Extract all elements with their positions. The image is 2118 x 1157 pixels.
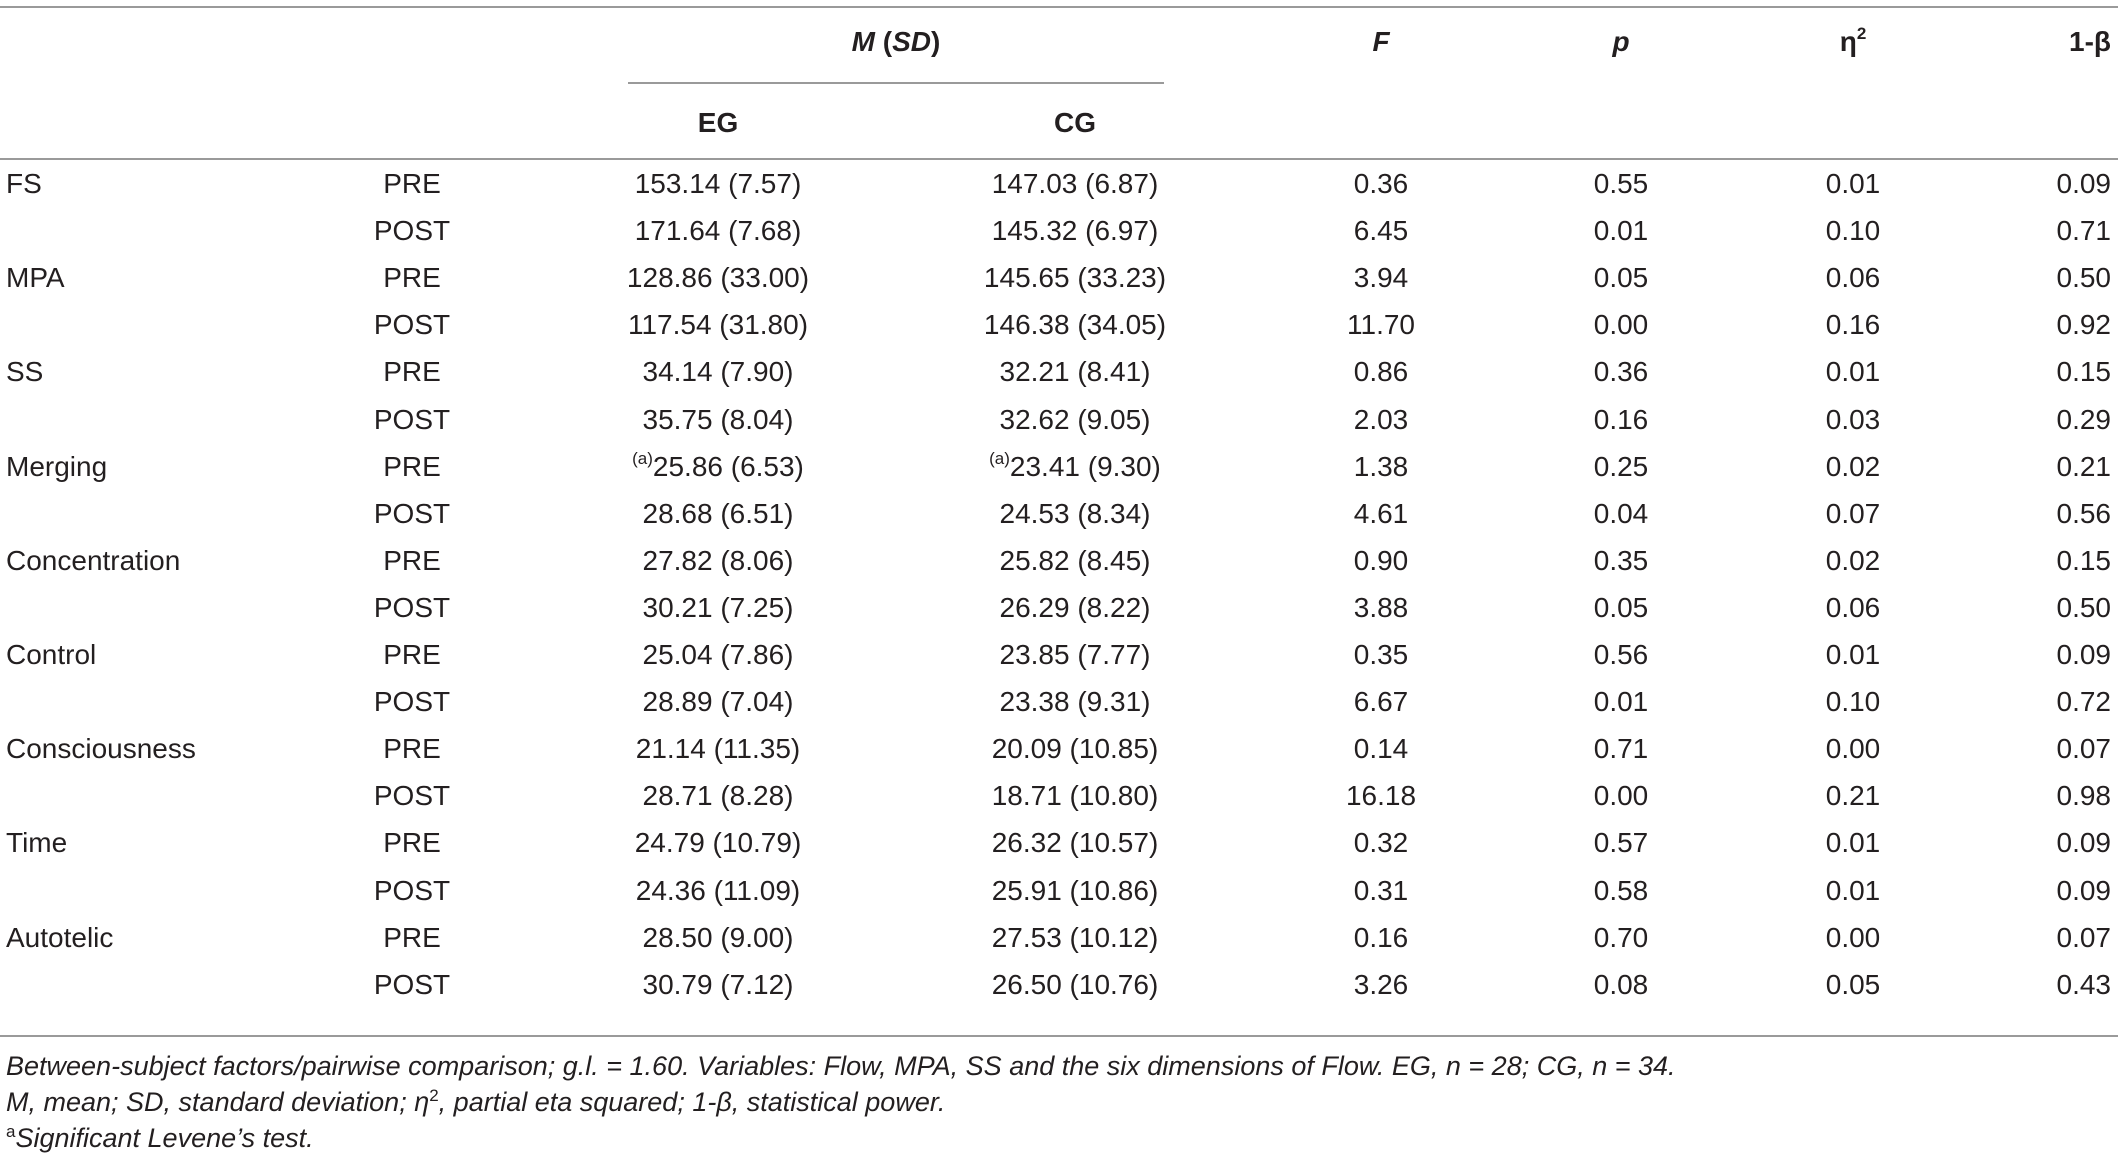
time-cell: PRE bbox=[383, 168, 441, 199]
eta-cell: 0.02 bbox=[1825, 450, 1881, 482]
variable-cell: Autotelic bbox=[6, 921, 114, 953]
eg-cell: 153.14 (7.57) bbox=[634, 168, 802, 199]
note-line-3: $^a$Significant Levene’s test. bbox=[6, 1122, 314, 1153]
p-cell: 0.00 bbox=[1593, 309, 1649, 341]
eg-cell: 27.82 (8.06) bbox=[642, 544, 794, 576]
power-cell: 0.98 bbox=[2056, 780, 2111, 812]
p-cell: 0.01 bbox=[1593, 686, 1649, 718]
cg-cell: 32.21 (8.41) bbox=[999, 356, 1151, 388]
power-cell: 0.09 bbox=[2056, 874, 2111, 906]
eg-cell: 24.36 (11.09) bbox=[635, 874, 801, 906]
eta-cell: 0.01 bbox=[1825, 356, 1881, 388]
cg-cell: 24.53 (8.34) bbox=[999, 497, 1151, 529]
p-cell: 0.58 bbox=[1593, 874, 1649, 906]
f-cell: 3.26 bbox=[1353, 968, 1409, 1000]
table-row bbox=[0, 869, 2118, 916]
cg-cell: 27.53 (10.12) bbox=[991, 921, 1159, 953]
table-row bbox=[0, 350, 2118, 397]
table-row bbox=[0, 492, 2118, 539]
table-bottom-rule bbox=[0, 1035, 2118, 1037]
p-cell: 0.25 bbox=[1593, 450, 1649, 482]
table-row bbox=[0, 821, 2118, 868]
cg-cell: 23.85 (7.77) bbox=[999, 639, 1151, 670]
eg-cell: 24.79 (10.79) bbox=[634, 827, 802, 859]
p-cell: 0.55 bbox=[1593, 168, 1649, 199]
power-cell: 0.56 bbox=[2056, 497, 2111, 529]
f-cell: 0.16 bbox=[1353, 921, 1409, 953]
eg-cell: 117.54 (31.80) bbox=[627, 309, 809, 341]
cg-cell: 26.32 (10.57) bbox=[991, 827, 1159, 859]
f-cell: 11.70 bbox=[1347, 309, 1415, 341]
levene-flag: (a) bbox=[989, 448, 1010, 468]
time-cell: PRE bbox=[383, 544, 441, 576]
power-cell: 0.07 bbox=[2056, 733, 2111, 765]
table-row bbox=[0, 256, 2118, 303]
power-cell: 0.15 bbox=[2056, 356, 2111, 388]
cg-cell: 145.32 (6.97) bbox=[991, 215, 1159, 247]
p-cell: 0.57 bbox=[1593, 827, 1649, 859]
power-cell: 0.09 bbox=[2056, 168, 2111, 199]
p-cell: 0.16 bbox=[1593, 403, 1649, 435]
cg-cell: $^{(a)}$23.41 (9.30) bbox=[989, 448, 1161, 482]
f-cell: 0.35 bbox=[1353, 639, 1409, 670]
f-cell: 6.45 bbox=[1353, 215, 1409, 247]
variable-cell: Time bbox=[6, 827, 68, 859]
power-cell: 0.21 bbox=[2056, 450, 2111, 482]
eta-cell: 0.10 bbox=[1825, 686, 1881, 718]
eta-cell: 0.06 bbox=[1825, 262, 1881, 294]
eg-cell: 28.50 (9.00) bbox=[642, 921, 794, 953]
p-cell: 0.70 bbox=[1593, 921, 1649, 953]
eg-cell: $^{(a)}$25.86 (6.53) bbox=[632, 448, 804, 482]
f-cell: 0.32 bbox=[1353, 827, 1409, 859]
table-row bbox=[0, 445, 2118, 492]
eg-cell: 30.79 (7.12) bbox=[642, 968, 794, 1000]
note-line-2: M, mean; SD, standard deviation; η$^2$, partial eta squared; 1-β, statistical power. bbox=[6, 1086, 946, 1117]
time-cell: PRE bbox=[383, 733, 441, 765]
p-cell: 0.36 bbox=[1593, 356, 1649, 388]
cg-cell: 23.38 (9.31) bbox=[999, 686, 1151, 718]
time-cell: POST bbox=[373, 497, 451, 529]
eta-cell: 0.01 bbox=[1825, 827, 1881, 859]
time-cell: PRE bbox=[383, 921, 441, 953]
time-cell: POST bbox=[373, 686, 451, 718]
eg-cell: 30.21 (7.25) bbox=[642, 591, 794, 623]
table-top-rule bbox=[0, 6, 2118, 8]
table-row bbox=[0, 774, 2118, 821]
eg-cell: 28.71 (8.28) bbox=[642, 780, 794, 812]
variable-cell: MPA bbox=[6, 262, 65, 294]
eg-cell: 28.68 (6.51) bbox=[642, 497, 794, 529]
p-cell: 0.00 bbox=[1593, 780, 1649, 812]
table-row bbox=[0, 539, 2118, 586]
cg-cell: 25.82 (8.45) bbox=[999, 544, 1151, 576]
time-cell: PRE bbox=[383, 356, 441, 388]
variable-cell: Concentration bbox=[6, 544, 181, 576]
table-row bbox=[0, 633, 2118, 680]
eg-cell: 28.89 (7.04) bbox=[642, 686, 794, 718]
f-cell: 4.61 bbox=[1353, 497, 1409, 529]
header-cg: CG bbox=[1054, 107, 1096, 138]
table-header-rule bbox=[0, 158, 2118, 160]
f-cell: 0.31 bbox=[1353, 874, 1409, 906]
f-cell: 0.36 bbox=[1353, 168, 1409, 199]
table-row bbox=[0, 916, 2118, 963]
time-cell: POST bbox=[373, 309, 451, 341]
variable-cell: SS bbox=[6, 356, 44, 388]
eta-cell: 0.06 bbox=[1825, 591, 1881, 623]
power-cell: 0.43 bbox=[2056, 968, 2111, 1000]
cg-cell: 18.71 (10.80) bbox=[991, 780, 1159, 812]
eta-cell: 0.01 bbox=[1825, 874, 1881, 906]
eg-cell: 35.75 (8.04) bbox=[642, 403, 794, 435]
power-cell: 0.71 bbox=[2056, 215, 2111, 247]
time-cell: POST bbox=[373, 403, 451, 435]
f-cell: 0.86 bbox=[1353, 356, 1409, 388]
cg-cell: 146.38 (34.05) bbox=[983, 309, 1167, 341]
time-cell: POST bbox=[373, 215, 451, 247]
cg-cell: 32.62 (9.05) bbox=[999, 403, 1151, 435]
f-cell: 0.90 bbox=[1353, 544, 1409, 576]
header-group-m-sd: M (SD) bbox=[851, 26, 941, 57]
table-row bbox=[0, 303, 2118, 350]
table-row bbox=[0, 680, 2118, 727]
table-notes bbox=[6, 1048, 1676, 1156]
table-row bbox=[0, 398, 2118, 445]
cg-cell: 26.29 (8.22) bbox=[999, 591, 1151, 623]
eg-cell: 34.14 (7.90) bbox=[642, 356, 794, 388]
table-row bbox=[0, 209, 2118, 256]
power-cell: 0.72 bbox=[2056, 686, 2111, 718]
group-header-rule bbox=[628, 82, 1164, 84]
p-cell: 0.08 bbox=[1593, 968, 1649, 1000]
p-cell: 0.01 bbox=[1593, 215, 1649, 247]
eta-cell: 0.21 bbox=[1825, 780, 1881, 812]
variable-cell: Consciousness bbox=[6, 733, 196, 765]
cg-cell: 145.65 (33.23) bbox=[983, 262, 1167, 294]
cg-cell: 25.91 (10.86) bbox=[991, 874, 1159, 906]
power-cell: 0.09 bbox=[2056, 827, 2111, 859]
eg-cell: 128.86 (33.00) bbox=[626, 262, 810, 294]
table-row bbox=[0, 963, 2118, 1010]
eta-cell: 0.10 bbox=[1825, 215, 1881, 247]
eg-cell: 171.64 (7.68) bbox=[634, 215, 802, 247]
time-cell: POST bbox=[373, 968, 451, 1000]
table-row bbox=[0, 162, 2118, 209]
power-cell: 0.50 bbox=[2056, 262, 2111, 294]
levene-flag: (a) bbox=[632, 448, 653, 468]
p-cell: 0.35 bbox=[1593, 544, 1649, 576]
eg-cell: 25.04 (7.86) bbox=[642, 639, 794, 670]
time-cell: POST bbox=[373, 591, 451, 623]
header-p: p bbox=[1612, 26, 1630, 57]
eta-cell: 0.01 bbox=[1825, 639, 1881, 670]
power-cell: 0.92 bbox=[2056, 309, 2111, 341]
table-row bbox=[0, 727, 2118, 774]
f-cell: 16.18 bbox=[1345, 780, 1417, 812]
eta-cell: 0.00 bbox=[1825, 921, 1881, 953]
power-cell: 0.29 bbox=[2056, 403, 2111, 435]
time-cell: POST bbox=[373, 874, 451, 906]
power-cell: 0.50 bbox=[2056, 591, 2111, 623]
time-cell: PRE bbox=[383, 262, 441, 294]
eta-cell: 0.07 bbox=[1825, 497, 1881, 529]
variable-cell: Merging bbox=[6, 450, 108, 482]
table-row bbox=[0, 586, 2118, 633]
header-eta-squared: $\eta^2$ bbox=[1839, 24, 1867, 57]
f-cell: 6.67 bbox=[1353, 686, 1409, 718]
p-cell: 0.05 bbox=[1593, 591, 1649, 623]
time-cell: PRE bbox=[383, 639, 441, 670]
p-cell: 0.56 bbox=[1593, 639, 1649, 670]
f-cell: 0.14 bbox=[1353, 733, 1409, 765]
eta-cell: 0.00 bbox=[1825, 733, 1881, 765]
variable-cell: Control bbox=[6, 639, 97, 670]
f-cell: 3.94 bbox=[1353, 262, 1409, 294]
f-cell: 1.38 bbox=[1353, 450, 1409, 482]
cg-cell: 20.09 (10.85) bbox=[991, 733, 1159, 765]
p-cell: 0.71 bbox=[1593, 733, 1649, 765]
time-cell: PRE bbox=[383, 450, 441, 482]
f-cell: 2.03 bbox=[1353, 403, 1409, 435]
eta-cell: 0.01 bbox=[1825, 168, 1881, 199]
power-cell: 0.15 bbox=[2056, 544, 2111, 576]
p-cell: 0.04 bbox=[1593, 497, 1649, 529]
f-cell: 3.88 bbox=[1353, 591, 1409, 623]
time-cell: PRE bbox=[383, 827, 441, 859]
header-eg: EG bbox=[697, 107, 739, 138]
variable-cell: FS bbox=[6, 168, 42, 199]
note-line-1: Between-subject factors/pairwise comparison; g.l. = 1.60. Variables: Flow, MPA, SS and the six dimensions of Flow. EG, n = 28; CG, n = 34. bbox=[6, 1051, 1676, 1081]
eg-cell: 21.14 (11.35) bbox=[635, 733, 801, 765]
header-f: F bbox=[1372, 26, 1390, 57]
header-power: 1-β bbox=[2069, 26, 2111, 57]
eta-cell: 0.02 bbox=[1825, 544, 1881, 576]
eta-cell: 0.03 bbox=[1825, 403, 1881, 435]
power-cell: 0.07 bbox=[2056, 921, 2111, 953]
power-cell: 0.09 bbox=[2056, 639, 2111, 670]
time-cell: POST bbox=[373, 780, 451, 812]
eta-cell: 0.05 bbox=[1825, 968, 1881, 1000]
cg-cell: 26.50 (10.76) bbox=[991, 968, 1159, 1000]
cg-cell: 147.03 (6.87) bbox=[991, 168, 1159, 199]
eta-cell: 0.16 bbox=[1825, 309, 1881, 341]
p-cell: 0.05 bbox=[1593, 262, 1649, 294]
